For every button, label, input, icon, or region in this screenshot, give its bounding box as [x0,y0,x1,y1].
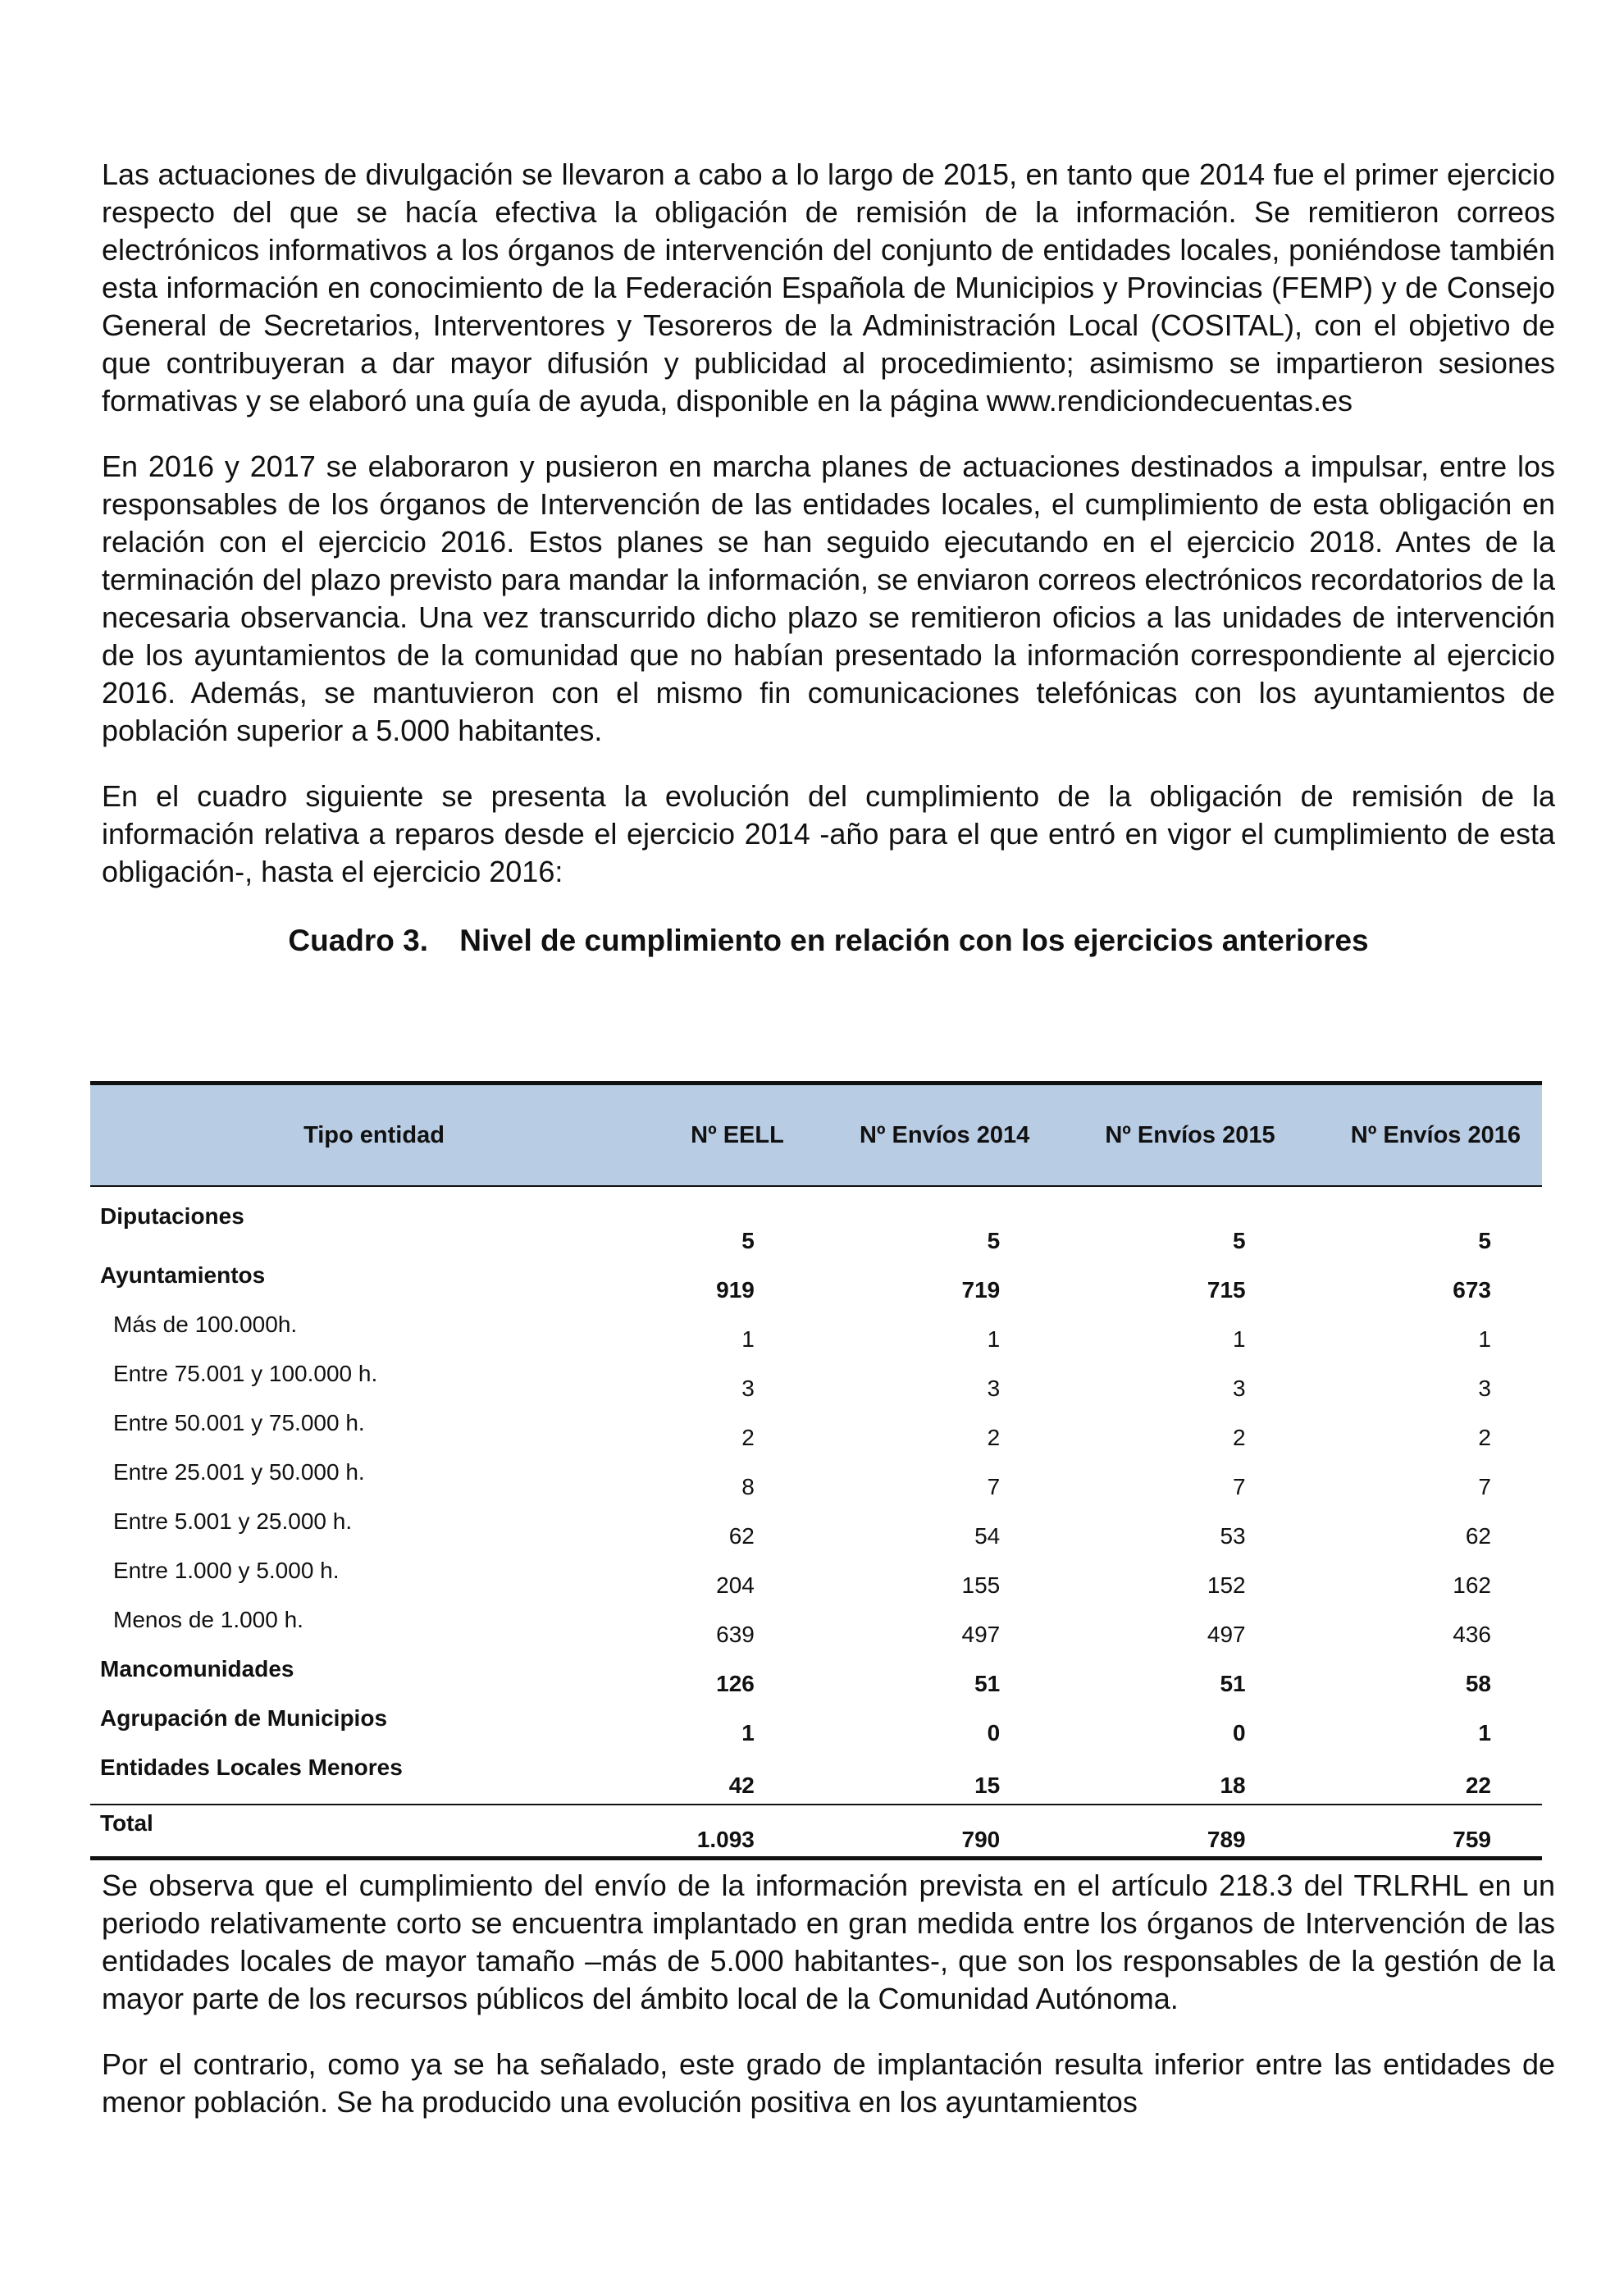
paragraph-intro-cuadro: En el cuadro siguiente se presenta la evolución del cumplimiento de la obligación de remisión de la información relativa a reparos desde el ejercicio 2014 -año para el que entró en vigor el cumplimiento de esta obligación-, hasta el ejercicio 2016: [102,779,1555,888]
cell-value: 2 [741,1425,755,1450]
paragraph-planes-actuacion: En 2016 y 2017 se elaboraron y pusieron en marcha planes de actuaciones destinados a impulsar, entre los responsables de los órganos de Intervención de las entidades locales, el cumplimiento de esta obligación en relación con el ejercicio 2016. Estos planes se han seguido ejecutando en el ejercicio 2018. Antes de la terminación del plazo previsto para mandar la información, se enviaron correos electrónicos recordatorios de la necesaria observancia. Una vez transcurrido dicho plazo se remitieron oficios a las unidades de intervención de los ayuntamientos de la comunidad que no habían presentado la información correspondiente al ejercicio 2016. Además, se mantuvieron con el mismo fin comunicaciones telefónicas con los ayuntamientos de población superior a 5.000 habitantes. [102,449,1555,747]
table-row [90,1553,1542,1602]
table-row [90,1405,1542,1454]
cell-value: 639 [716,1622,755,1647]
caption-title: Nivel de cumplimiento en relación con los ejercicios anteriores [459,924,1369,957]
row-label: Entre 25.001 y 50.000 h. [113,1459,365,1485]
cell-value: 3 [741,1376,755,1401]
total-value: 1.093 [658,1805,805,1859]
cell-value: 8 [741,1474,755,1499]
row-label: Entidades Locales Menores [100,1755,403,1780]
table-row [90,1186,1542,1257]
total-label: Total [90,1805,658,1859]
cell-value: 5 [1233,1228,1246,1253]
table-row [90,1307,1542,1356]
table-caption [102,924,1555,958]
table-header-row [90,1084,1542,1187]
cell-value: 2 [1233,1425,1246,1450]
cell-value: 126 [716,1671,755,1696]
cell-value: 51 [1220,1671,1246,1696]
cell-value: 7 [1478,1474,1491,1499]
row-label: Diputaciones [100,1203,244,1229]
cell-value: 3 [987,1376,1001,1401]
cell-value: 1 [1478,1326,1491,1352]
total-value: 790 [805,1805,1051,1859]
caption-number: Cuadro 3. [288,924,429,957]
paragraph-divulgacion: Las actuaciones de divulgación se llevaron a cabo a lo largo de 2015, en tanto que 2014 fue el primer ejercicio respecto del que se hacía efectiva la obligación de remisión de la información. Se remitieron correos electrónicos informativos a los órganos de intervención del conjunto de entidades locales, poniéndose también esta información en conocimiento de la Federación Española de Municipios y Provincias (FEMP) y de Consejo General de Secretarios, Interventores y Tesoreros de la Administración Local (COSITAL), con el objetivo de que contribuyeran a dar mayor difusión y publicidad al procedimiento; asimismo se impartieron sesiones formativas y se elaboró una guía de ayuda, disponible en la página www.rendiciondecuentas.es [102,157,1555,418]
row-label: Mancomunidades [100,1656,294,1682]
table-row [90,1356,1542,1405]
table-total-row [90,1805,1542,1859]
total-value: 759 [1297,1805,1542,1859]
cell-value: 15 [974,1773,1001,1798]
cell-value: 1 [1478,1720,1491,1745]
cell-value: 155 [961,1572,1001,1598]
cell-value: 58 [1465,1671,1491,1696]
row-label: Más de 100.000h. [113,1312,298,1337]
total-value: 789 [1051,1805,1296,1859]
cell-value: 1 [741,1326,755,1352]
cell-value: 204 [716,1572,755,1598]
cell-value: 3 [1478,1376,1491,1401]
cell-value: 1 [987,1326,1001,1352]
cell-value: 673 [1453,1277,1491,1303]
cell-value: 54 [974,1523,1001,1549]
cell-value: 51 [974,1671,1001,1696]
row-label: Entre 50.001 y 75.000 h. [113,1410,365,1435]
document-page [102,156,1555,991]
table-row [90,1750,1542,1805]
row-label: Entre 5.001 y 25.000 h. [113,1508,353,1534]
cell-value: 497 [961,1622,1001,1647]
table-row [90,1651,1542,1700]
table-row [90,1504,1542,1553]
cell-value: 2 [1478,1425,1491,1450]
cell-value: 2 [987,1425,1001,1450]
table-row [90,1257,1542,1307]
cell-value: 18 [1220,1773,1246,1798]
cell-value: 7 [1233,1474,1246,1499]
cell-value: 22 [1465,1773,1491,1798]
table-row [90,1454,1542,1504]
cell-value: 1 [741,1720,755,1745]
compliance-table [90,1081,1542,1860]
cell-value: 62 [1465,1523,1491,1549]
header-envios-2014: Nº Envíos 2014 [805,1084,1051,1187]
cell-value: 162 [1453,1572,1491,1598]
row-label: Menos de 1.000 h. [113,1607,303,1632]
cell-value: 42 [728,1773,755,1798]
cell-value: 719 [961,1277,1001,1303]
table-row [90,1602,1542,1651]
paragraph-observacion: Se observa que el cumplimiento del envío de la información prevista en el artículo 218.3 del TRLRHL en un periodo relativamente corto se encuentra implantado en gran medida entre los órganos de Intervención de las entidades locales de mayor tamaño –más de 5.000 habitantes-, que son los responsables de la gestión de la mayor parte de los recursos públicos del ámbito local de la Comunidad Autónoma. [102,1869,1555,2015]
cell-value: 0 [1233,1720,1246,1745]
cell-value: 0 [987,1720,1001,1745]
table-row [90,1700,1542,1750]
document-page-continued [102,1867,1555,2149]
cell-value: 7 [987,1474,1001,1499]
cell-value: 62 [728,1523,755,1549]
cell-value: 3 [1233,1376,1246,1401]
cell-value: 53 [1220,1523,1246,1549]
header-n-eell: Nº EELL [658,1084,805,1187]
paragraph-contrario: Por el contrario, como ya se ha señalado, este grado de implantación resulta inferior entre las entidades de menor población. Se ha producido una evolución positiva en los ayuntamientos [102,2047,1555,2119]
header-tipo-entidad: Tipo entidad [90,1084,658,1187]
cell-value: 152 [1207,1572,1246,1598]
row-label: Entre 1.000 y 5.000 h. [113,1558,340,1583]
cell-value: 715 [1207,1277,1246,1303]
cell-value: 436 [1453,1622,1491,1647]
cell-value: 1 [1233,1326,1246,1352]
row-label: Agrupación de Municipios [100,1705,388,1731]
cell-value: 497 [1207,1622,1246,1647]
row-label: Entre 75.001 y 100.000 h. [113,1361,378,1386]
cell-value: 5 [1478,1228,1491,1253]
cell-value: 5 [741,1228,755,1253]
header-envios-2016: Nº Envíos 2016 [1297,1084,1542,1187]
row-label: Ayuntamientos [100,1262,266,1288]
cell-value: 919 [716,1277,755,1303]
cell-value: 5 [987,1228,1001,1253]
header-envios-2015: Nº Envíos 2015 [1051,1084,1296,1187]
